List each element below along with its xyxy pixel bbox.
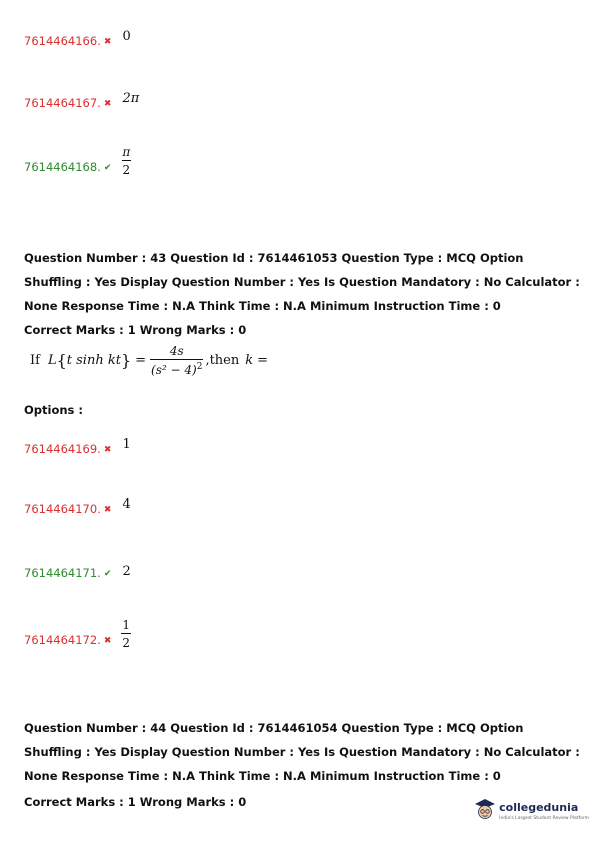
logo-tagline: India's Largest Student Review Platform	[499, 816, 589, 821]
open-brace: {	[56, 351, 67, 370]
option-value: 2π	[122, 91, 140, 106]
wrong-icon: ✖	[103, 636, 112, 646]
question-if: If	[30, 353, 40, 368]
collegedunia-logo	[474, 796, 589, 821]
question-fraction	[150, 345, 203, 376]
option-value: 1	[122, 437, 131, 452]
wrong-icon: ✖	[103, 445, 112, 455]
option-row	[24, 562, 131, 581]
question-marks: Correct Marks : 1 Wrong Marks : 0	[24, 323, 247, 337]
option-row	[24, 619, 131, 649]
fraction-denominator: 2	[122, 160, 132, 176]
check-icon: ✔	[103, 163, 112, 173]
option-fraction	[121, 619, 131, 649]
option-row	[24, 30, 131, 49]
laplace-operator: L	[47, 353, 57, 368]
option-row	[24, 92, 139, 111]
equals-sign: =	[257, 353, 269, 368]
option-row	[24, 438, 131, 457]
option-value: 4	[122, 497, 131, 512]
option-id: 7614464168.	[24, 160, 101, 174]
fraction-numerator: 1	[122, 618, 131, 632]
option-value: 2	[122, 564, 131, 579]
mascot-icon	[474, 797, 496, 821]
wrong-icon: ✖	[103, 99, 112, 109]
option-fraction	[121, 146, 131, 176]
logo-name: collegedunia	[499, 801, 579, 814]
check-icon: ✔	[103, 569, 112, 579]
option-id: 7614464170.	[24, 502, 101, 516]
question-meta: Question Number : 43 Question Id : 7614461053 Question Type : MCQ Option Shuffling : Yes Display Question Number : Yes Is Question Mandatory : No Calculator : None Response Time : N.A Think Time : N.A Minimum Instruction Time : 0	[24, 251, 580, 313]
option-id: 7614464167.	[24, 96, 101, 110]
question-then: ,then	[205, 353, 240, 368]
option-row	[24, 498, 131, 517]
question-text	[30, 345, 268, 376]
option-id: 7614464171.	[24, 566, 101, 580]
option-id: 7614464169.	[24, 442, 101, 456]
close-brace: }	[120, 351, 132, 370]
unknown-k: k	[245, 353, 254, 368]
wrong-icon: ✖	[103, 505, 112, 515]
fraction-denominator: $(s^2 - 4)^2$	[150, 359, 203, 376]
equals-sign: =	[135, 353, 147, 368]
wrong-icon: ✖	[103, 37, 112, 47]
fraction-numerator: 4s	[169, 344, 184, 358]
fraction-denominator: 2	[121, 633, 131, 649]
question-meta: Question Number : 44 Question Id : 7614461054 Question Type : MCQ Option Shuffling : Yes Display Question Number : Yes Is Question Mandatory : No Calculator : None Response Time : N.A Think Time : N.A Minimum Instruction Time : 0	[24, 721, 580, 783]
option-id: 7614464166.	[24, 34, 101, 48]
option-id: 7614464172.	[24, 633, 101, 647]
option-value: 0	[122, 29, 131, 44]
options-label: Options :	[24, 403, 83, 417]
fraction-numerator: π	[122, 145, 131, 159]
question-marks: Correct Marks : 1 Wrong Marks : 0	[24, 795, 247, 809]
option-row	[24, 146, 131, 176]
laplace-argument: t sinh kt	[66, 353, 121, 368]
